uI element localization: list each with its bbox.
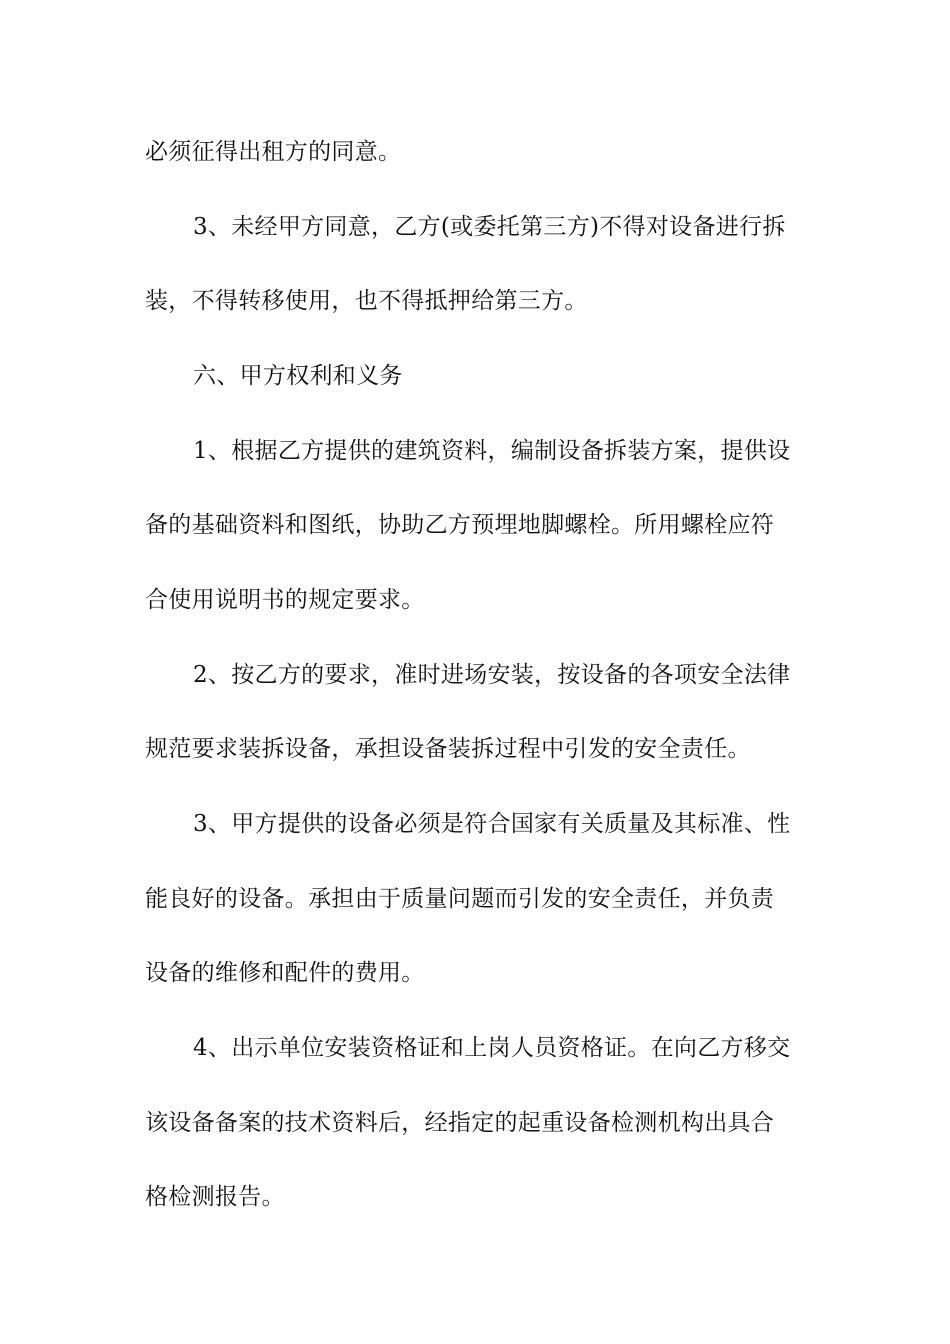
text-line: 能良好的设备。承担由于质量问题而引发的安全责任，并负责	[145, 886, 775, 912]
text-line: 必须征得出租方的同意。	[145, 139, 402, 165]
text-line: 该设备备案的技术资料后，经指定的起重设备检测机构出具合	[145, 1110, 775, 1136]
text-line: 合使用说明书的规定要求。	[145, 587, 425, 613]
text-line: 备的基础资料和图纸，协助乙方预埋地脚螺栓。所用螺栓应符	[145, 512, 775, 538]
text-line: 规范要求装拆设备，承担设备装拆过程中引发的安全责任。	[145, 736, 751, 762]
text-line: 4、出示单位安装资格证和上岗人员资格证。在向乙方移交	[193, 1035, 791, 1061]
text-line: 3、未经甲方同意，乙方(或委托第三方)不得对设备进行拆	[193, 214, 786, 240]
text-line: 设备的维修和配件的费用。	[145, 960, 425, 986]
text-line: 2、按乙方的要求，准时进场安装，按设备的各项安全法律	[193, 662, 791, 688]
text-line: 3、甲方提供的设备必须是符合国家有关质量及其标准、性	[193, 811, 791, 837]
section-heading: 六、甲方权利和义务	[193, 363, 403, 389]
text-line: 装，不得转移使用，也不得抵押给第三方。	[145, 288, 588, 314]
text-line: 格检测报告。	[145, 1184, 285, 1210]
text-line: 1、根据乙方提供的建筑资料，编制设备拆装方案，提供设	[193, 438, 791, 464]
